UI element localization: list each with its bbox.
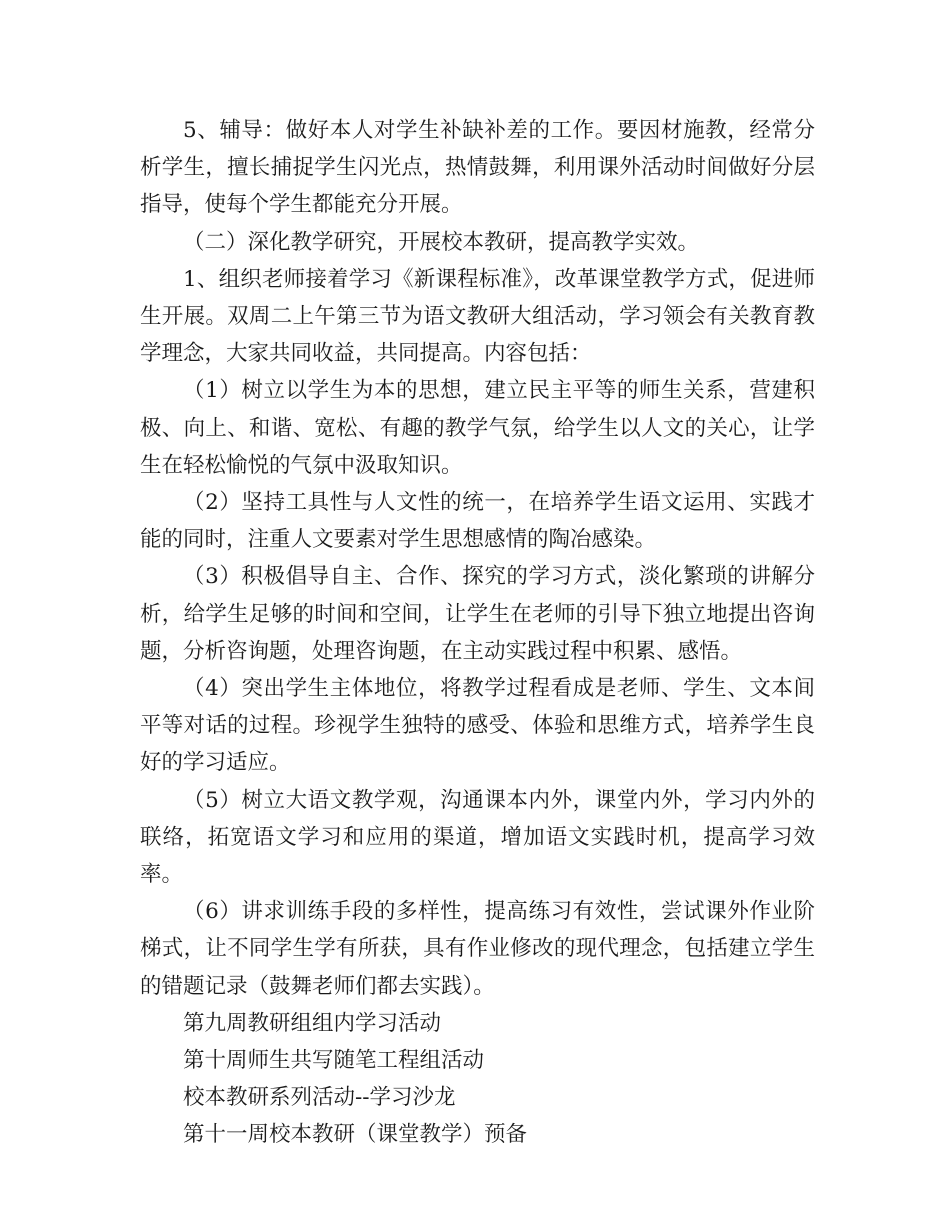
paragraph-teacher-study: 1、组织老师接着学习《新课程标准》，改革课堂教学方式，促进师生开展。双周二上午第三节为语文教研大组活动，学习领会有关教育教学理念，大家共同收益，共同提高。内容包括： bbox=[140, 266, 815, 367]
paragraph-item-2: （2）坚持工具性与人文性的统一，在培养学生语文运用、实践才能的同时，注重人文要素对学生思想感情的陶冶感染。 bbox=[140, 490, 815, 553]
schedule-line-week-10: 第十周师生共写随笔工程组活动 bbox=[183, 1048, 485, 1074]
paragraph-tutoring: 5、辅导：做好本人对学生补缺补差的工作。要因材施教，经常分析学生，擅长捕捉学生闪光点，热情鼓舞，利用课外活动时间做好分层指导，使每个学生都能充分开展。 bbox=[140, 118, 815, 218]
schedule-line-week-9: 第九周教研组组内学习活动 bbox=[183, 1010, 442, 1036]
paragraph-item-5: （5）树立大语文教学观，沟通课本内外，课堂内外，学习内外的联络，拓宽语文学习和应用的渠道，增加语文实践时机，提高学习效率。 bbox=[140, 787, 815, 888]
paragraph-section-heading: （二）深化教学研究，开展校本教研，提高教学实效。 bbox=[183, 229, 700, 255]
schedule-line-salon: 校本教研系列活动--学习沙龙 bbox=[183, 1085, 456, 1111]
paragraph-item-1: （1）树立以学生为本的思想，建立民主平等的师生关系，营建积极、向上、和谐、宽松、有趣的教学气氛，给学生以人文的关心，让学生在轻松愉悦的气氛中汲取知识。 bbox=[140, 378, 815, 478]
paragraph-item-6: （6）讲求训练手段的多样性，提高练习有效性，尝试课外作业阶梯式，让不同学生学有所获，具有作业修改的现代理念，包括建立学生的错题记录（鼓舞老师们都去实践）。 bbox=[140, 899, 815, 999]
paragraph-item-4: （4）突出学生主体地位，将教学过程看成是老师、学生、文本间平等对话的过程。珍视学生独特的感受、体验和思维方式，培养学生良好的学习适应。 bbox=[140, 676, 815, 776]
document-page bbox=[140, 112, 815, 1154]
schedule-line-week-11: 第十一周校本教研（课堂教学）预备 bbox=[183, 1122, 528, 1148]
paragraph-item-3: （3）积极倡导自主、合作、探究的学习方式，淡化繁琐的讲解分析，给学生足够的时间和空间，让学生在老师的引导下独立地提出咨询题，分析咨询题，处理咨询题，在主动实践过程中积累、感悟。 bbox=[140, 564, 815, 664]
